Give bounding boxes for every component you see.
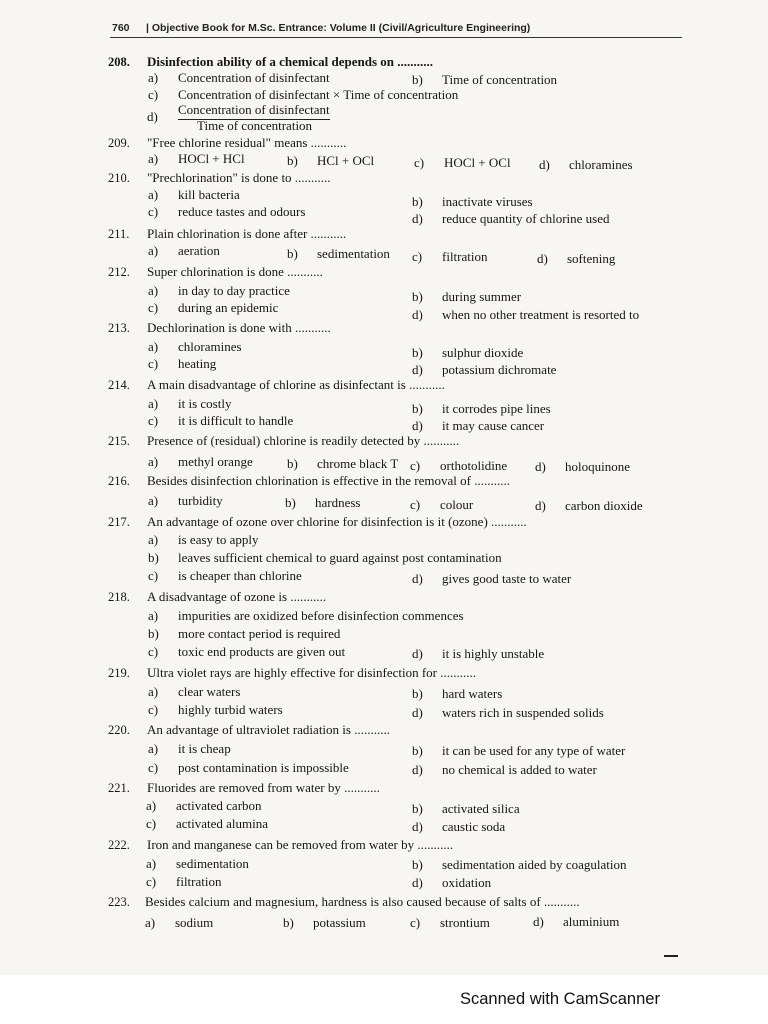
question-number: 214. <box>108 378 130 392</box>
option-a: a) Concentration of disinfectant <box>148 70 330 85</box>
question-stem: "Free chlorine residual" means ........... <box>147 135 347 150</box>
option-b: b) sedimentation aided by coagulation <box>412 857 627 872</box>
question-stem: Fluorides are removed from water by ........... <box>147 780 380 795</box>
question-stem: Disinfection ability of a chemical depends on ........... <box>147 54 434 69</box>
option-a: a) in day to day practice <box>148 283 290 298</box>
question-stem: An advantage of ultraviolet radiation is ........... <box>147 722 390 737</box>
option-c: c) filtration <box>412 249 488 264</box>
option-b: b) activated silica <box>412 801 520 816</box>
option-d: d) carbon dioxide <box>535 498 643 513</box>
option-c: c) highly turbid waters <box>148 702 283 717</box>
option-c: c) during an epidemic <box>148 300 279 315</box>
question-number: 219. <box>108 666 130 680</box>
option-b: b) during summer <box>412 289 522 304</box>
option-c: c) HOCl + OCl <box>414 155 511 170</box>
option-c: c) heating <box>148 356 217 371</box>
option-a: a) chloramines <box>148 339 242 354</box>
question-number: 218. <box>108 590 130 604</box>
option-a: a) it is cheap <box>148 741 231 756</box>
question-stem: "Prechlorination" is done to ........... <box>147 170 331 185</box>
option-c: c) reduce tastes and odours <box>148 204 306 219</box>
page-number: 760 <box>112 22 130 34</box>
option-b: b) leaves sufficient chemical to guard against post contamination <box>148 550 502 565</box>
option-b: b) it corrodes pipe lines <box>412 401 551 416</box>
option-b: b) sulphur dioxide <box>412 345 524 360</box>
question-stem: Dechlorination is done with ........... <box>147 320 331 335</box>
option-a: a) kill bacteria <box>148 187 240 202</box>
question-number: 210. <box>108 171 130 185</box>
option-a: a) HOCl + HCl <box>148 151 245 166</box>
question-number: 209. <box>108 136 130 150</box>
question-number: 215. <box>108 434 130 448</box>
scanned-page: 760 | Objective Book for M.Sc. Entrance: Volume II (Civil/Agriculture Engineering) 208. Disinfection ability of a chemical depends on ........... a) Concentration of disinfectant b) Time of concentration c) Concentration of disinfectant × Time of concentration d) Concentration of disinfectant Time of concentration 209. "Free chlorine residual" means ........... a) HOCl + HCl b) HCl + OCl c) HOCl + OCl d) chloramines 210. "Prechlorination" is done to ........... a) kill bacteria b) inactivate viruses c) reduce tastes and odours d) reduce quantity of chlorine used 211. Plain chlorination is done after ........... a) aeration b) sedimentation c) filtration d) softening 212. Super chlorination is done ........... a) in day to day practice b) during summer c) during an epidemic d) when no other treatment is resorted to 213. Dechlorination is done with ........... a) chloramines b) sulphur dioxide c) heating d) potassium dichromate 214. A main disadvantage of chlorine as disinfectant is ........... a) it is costly b) it corrodes pipe lines c) it is difficult to handle d) it may cause cancer 215. Presence of (residual) chlorine is readily detected by ........... a) methyl orange b) chrome black T c) orthotolidine d) holoquinone 216. Besides disinfection chlorination is effective in the removal of ........... a) turbidity b) hardness c) colour d) carbon dioxide 217. An advantage of ozone over chlorine for disinfection is it (ozone) ........... a) is easy to apply b) leaves sufficient chemical to guard against post contamination c) is cheaper than chlorine d) gives good taste to water 218. A disadvantage of ozone is ........... a) impurities are oxidized before disinfection commences b) more contact period is required c) toxic end products are given out d) it is highly unstable 219. Ultra violet rays are highly effective for disinfection for ........... a) clear waters b) hard waters c) highly turbid waters d) waters rich in suspended solids 220. An advantage of ultraviolet radiation is ........... a) it is cheap b) it can be used for any type of water c) post contamination is impossible d) no chemical is added to water 221. Fluorides are removed from water by ........... a) activated carbon b) activated silica c) activated alumina d) caustic soda 222. Iron and manganese can be removed from water by ........... a) sedimentation b) sedimentation aided by coagulation c) filtration d) oxidation 223. Besides calcium and magnesium, hardness is also caused because of salts of ........... a) sodium b) potassium c) strontium d) aluminium <box>0 0 768 975</box>
option-a: a) aeration <box>148 243 220 258</box>
option-c: c) is cheaper than chlorine <box>148 568 302 583</box>
option-d: d) gives good taste to water <box>412 571 572 586</box>
option-b: b) Time of concentration <box>412 72 558 87</box>
option-a: a) sodium <box>145 915 214 930</box>
option-a: a) sedimentation <box>146 856 249 871</box>
page-mark <box>664 955 678 957</box>
option-d: d) aluminium <box>533 914 620 929</box>
book-title: | Objective Book for M.Sc. Entrance: Volume II (Civil/Agriculture Engineering) <box>146 22 531 34</box>
fraction-denominator: Time of concentration <box>197 118 313 133</box>
question-stem: A disadvantage of ozone is ........... <box>147 589 327 604</box>
question-stem: Besides disinfection chlorination is effective in the removal of ........... <box>147 473 510 488</box>
option-a: a) impurities are oxidized before disinfection commences <box>148 608 464 623</box>
question-stem: Super chlorination is done ........... <box>147 264 323 279</box>
option-b: b) it can be used for any type of water <box>412 743 626 758</box>
option-c: c) toxic end products are given out <box>148 644 346 659</box>
option-c: c) colour <box>410 497 474 512</box>
option-c: c) filtration <box>146 874 222 889</box>
option-b: b) inactivate viruses <box>412 194 533 209</box>
option-a: a) activated carbon <box>146 798 262 813</box>
option-d: d) potassium dichromate <box>412 362 557 377</box>
option-d: d) chloramines <box>539 157 633 172</box>
option-a: a) methyl orange <box>148 454 253 469</box>
option-b: b) hardness <box>285 495 361 510</box>
question-number: 216. <box>108 474 130 488</box>
option-b: b) more contact period is required <box>148 626 341 641</box>
option-a: a) is easy to apply <box>148 532 259 547</box>
option-d: d) holoquinone <box>535 459 630 474</box>
question-number: 212. <box>108 265 130 279</box>
question-number: 220. <box>108 723 130 737</box>
option-d: d) softening <box>537 251 616 266</box>
question-stem: A main disadvantage of chlorine as disinfectant is ........... <box>147 377 445 392</box>
question-stem: Iron and manganese can be removed from water by ........... <box>147 837 454 852</box>
question-stem: Presence of (residual) chlorine is readily detected by ........... <box>147 433 460 448</box>
question-number: 223. <box>108 895 130 909</box>
option-c: c) it is difficult to handle <box>148 413 294 428</box>
fraction-numerator: Concentration of disinfectant <box>178 102 330 120</box>
option-c: c) strontium <box>410 915 490 930</box>
option-b: b) hard waters <box>412 686 503 701</box>
option-d: d) oxidation <box>412 875 492 890</box>
option-d: d) caustic soda <box>412 819 506 834</box>
option-d: d) it is highly unstable <box>412 646 545 661</box>
header-rule <box>110 37 682 38</box>
question-stem: Ultra violet rays are highly effective for disinfection for ........... <box>147 665 476 680</box>
question-number: 211. <box>108 227 130 241</box>
option-a: a) it is costly <box>148 396 232 411</box>
question-stem: An advantage of ozone over chlorine for disinfection is it (ozone) ........... <box>147 514 527 529</box>
option-b: b) potassium <box>283 915 366 930</box>
option-b: b) chrome black T <box>287 456 399 471</box>
option-c: c) activated alumina <box>146 816 269 831</box>
question-number: 221. <box>108 781 130 795</box>
option-c: c) orthotolidine <box>410 458 508 473</box>
option-d: d) reduce quantity of chlorine used <box>412 211 610 226</box>
option-b: b) HCl + OCl <box>287 153 375 168</box>
option-d: d) no chemical is added to water <box>412 762 597 777</box>
question-number: 217. <box>108 515 130 529</box>
option-d: d) waters rich in suspended solids <box>412 705 604 720</box>
question-number: 213. <box>108 321 130 335</box>
question-number: 208. <box>108 55 130 69</box>
scanner-watermark: Scanned with CamScanner <box>460 990 660 1008</box>
option-d: d) when no other treatment is resorted to <box>412 307 640 322</box>
option-a: a) turbidity <box>148 493 223 508</box>
question-stem: Plain chlorination is done after ........... <box>147 226 347 241</box>
option-c: c) post contamination is impossible <box>148 760 349 775</box>
question-stem: Besides calcium and magnesium, hardness is also caused because of salts of ........... <box>145 894 580 909</box>
option-a: a) clear waters <box>148 684 241 699</box>
option-b: b) sedimentation <box>287 246 390 261</box>
option-c: c) Concentration of disinfectant × Time of concentration <box>148 87 459 102</box>
option-d: d) it may cause cancer <box>412 418 545 433</box>
question-number: 222. <box>108 838 130 852</box>
